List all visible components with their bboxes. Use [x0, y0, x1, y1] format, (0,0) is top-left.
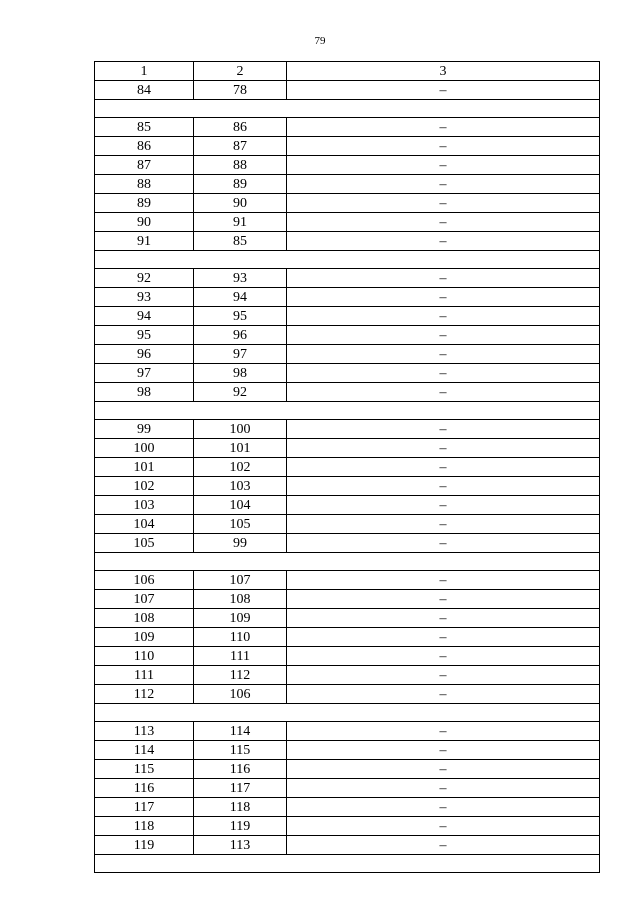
cell-col-1: 86: [95, 137, 194, 156]
cell-col-1: 114: [95, 741, 194, 760]
cell-col-1: 102: [95, 477, 194, 496]
cell-col-1: 107: [95, 590, 194, 609]
cell-col-1: 98: [95, 383, 194, 402]
group-separator-row: [95, 402, 600, 420]
cell-col-1: 119: [95, 836, 194, 855]
cell-col-3: –: [287, 118, 600, 137]
cell-col-3: –: [287, 288, 600, 307]
cell-col-3: –: [287, 137, 600, 156]
table-row: [95, 515, 600, 534]
table-row: [95, 779, 600, 798]
cell-col-1: 95: [95, 326, 194, 345]
table-row: [95, 741, 600, 760]
cell-col-2: 87: [194, 137, 287, 156]
table-body: [95, 62, 600, 873]
cell-col-1: 84: [95, 81, 194, 100]
group-separator-row: [95, 251, 600, 269]
separator-cell: [95, 704, 600, 722]
separator-cell: [95, 100, 600, 118]
cell-col-2: 92: [194, 383, 287, 402]
table-row: [95, 364, 600, 383]
cell-col-3: –: [287, 439, 600, 458]
cell-col-3: –: [287, 420, 600, 439]
cell-col-3: –: [287, 515, 600, 534]
table-row: [95, 666, 600, 685]
cell-col-2: 88: [194, 156, 287, 175]
table-row: [95, 685, 600, 704]
cell-col-3: –: [287, 383, 600, 402]
cell-col-2: 114: [194, 722, 287, 741]
cell-col-3: –: [287, 628, 600, 647]
cell-col-3: –: [287, 534, 600, 553]
cell-col-2: 93: [194, 269, 287, 288]
table-row: [95, 232, 600, 251]
cell-col-1: 106: [95, 571, 194, 590]
cell-col-3: –: [287, 609, 600, 628]
table-row: [95, 81, 600, 100]
table-row: [95, 817, 600, 836]
cell-col-3: –: [287, 458, 600, 477]
table-row: [95, 836, 600, 855]
cell-col-1: 88: [95, 175, 194, 194]
cell-col-3: –: [287, 175, 600, 194]
cell-col-3: –: [287, 741, 600, 760]
table-row: [95, 609, 600, 628]
table-row: [95, 194, 600, 213]
cell-col-1: 110: [95, 647, 194, 666]
cell-col-3: –: [287, 194, 600, 213]
cell-col-1: 112: [95, 685, 194, 704]
cell-col-2: 97: [194, 345, 287, 364]
table-row: [95, 534, 600, 553]
cell-col-2: 118: [194, 798, 287, 817]
cell-col-3: –: [287, 647, 600, 666]
group-separator-row: [95, 553, 600, 571]
table-row: [95, 571, 600, 590]
cell-col-2: 112: [194, 666, 287, 685]
table-row: [95, 137, 600, 156]
cell-col-1: 96: [95, 345, 194, 364]
table-row: [95, 118, 600, 137]
table-row: [95, 477, 600, 496]
cell-col-2: 99: [194, 534, 287, 553]
cell-col-1: 100: [95, 439, 194, 458]
cell-col-3: –: [287, 307, 600, 326]
cell-col-3: –: [287, 779, 600, 798]
cell-col-3: –: [287, 760, 600, 779]
cell-col-2: 103: [194, 477, 287, 496]
header-cell-2: 2: [194, 62, 287, 81]
cell-col-3: –: [287, 213, 600, 232]
separator-cell: [95, 402, 600, 420]
page-number: 79: [314, 35, 326, 47]
cell-col-2: 98: [194, 364, 287, 383]
cell-col-1: 115: [95, 760, 194, 779]
cell-col-1: 108: [95, 609, 194, 628]
cell-col-1: 111: [95, 666, 194, 685]
cell-col-2: 96: [194, 326, 287, 345]
cell-col-2: 117: [194, 779, 287, 798]
cell-col-1: 116: [95, 779, 194, 798]
cell-col-1: 87: [95, 156, 194, 175]
cell-col-3: –: [287, 232, 600, 251]
table-row: [95, 647, 600, 666]
cell-col-3: –: [287, 571, 600, 590]
cell-col-2: 102: [194, 458, 287, 477]
cell-col-2: 107: [194, 571, 287, 590]
table-row: [95, 590, 600, 609]
cell-col-2: 110: [194, 628, 287, 647]
table-row: [95, 383, 600, 402]
cell-col-3: –: [287, 666, 600, 685]
group-separator-row: [95, 855, 600, 873]
cell-col-3: –: [287, 477, 600, 496]
cell-col-1: 99: [95, 420, 194, 439]
cell-col-1: 117: [95, 798, 194, 817]
cell-col-2: 78: [194, 81, 287, 100]
cell-col-2: 94: [194, 288, 287, 307]
table-row: [95, 175, 600, 194]
table-row: [95, 288, 600, 307]
cell-col-1: 85: [95, 118, 194, 137]
cell-col-3: –: [287, 722, 600, 741]
cell-col-3: –: [287, 798, 600, 817]
cell-col-2: 113: [194, 836, 287, 855]
cell-col-1: 97: [95, 364, 194, 383]
cell-col-2: 109: [194, 609, 287, 628]
table-row: [95, 439, 600, 458]
cell-col-2: 106: [194, 685, 287, 704]
cell-col-2: 95: [194, 307, 287, 326]
cell-col-3: –: [287, 81, 600, 100]
group-separator-row: [95, 704, 600, 722]
separator-cell: [95, 855, 600, 873]
table-row: [95, 156, 600, 175]
cell-col-3: –: [287, 836, 600, 855]
table-row: [95, 345, 600, 364]
cell-col-1: 90: [95, 213, 194, 232]
table-row: [95, 496, 600, 515]
cell-col-3: –: [287, 364, 600, 383]
cell-col-2: 116: [194, 760, 287, 779]
table-row: [95, 760, 600, 779]
separator-cell: [95, 251, 600, 269]
cell-col-3: –: [287, 685, 600, 704]
header-cell-3: 3: [287, 62, 600, 81]
cell-col-2: 104: [194, 496, 287, 515]
table-row: [95, 458, 600, 477]
cell-col-1: 109: [95, 628, 194, 647]
cell-col-2: 86: [194, 118, 287, 137]
cell-col-1: 113: [95, 722, 194, 741]
cell-col-2: 85: [194, 232, 287, 251]
table-row: [95, 307, 600, 326]
cell-col-3: –: [287, 156, 600, 175]
cell-col-2: 105: [194, 515, 287, 534]
group-separator-row: [95, 100, 600, 118]
cell-col-3: –: [287, 326, 600, 345]
cell-col-1: 118: [95, 817, 194, 836]
cell-col-2: 119: [194, 817, 287, 836]
table-row: [95, 722, 600, 741]
cell-col-3: –: [287, 590, 600, 609]
cell-col-2: 101: [194, 439, 287, 458]
cell-col-3: –: [287, 817, 600, 836]
cell-col-3: –: [287, 496, 600, 515]
separator-cell: [95, 553, 600, 571]
data-table: [94, 61, 600, 873]
header-row: [95, 62, 600, 81]
cell-col-1: 92: [95, 269, 194, 288]
table-row: [95, 269, 600, 288]
cell-col-3: –: [287, 345, 600, 364]
cell-col-2: 91: [194, 213, 287, 232]
header-cell-1: 1: [95, 62, 194, 81]
cell-col-2: 108: [194, 590, 287, 609]
table-row: [95, 798, 600, 817]
table-row: [95, 213, 600, 232]
cell-col-1: 91: [95, 232, 194, 251]
cell-col-3: –: [287, 269, 600, 288]
cell-col-2: 90: [194, 194, 287, 213]
cell-col-2: 100: [194, 420, 287, 439]
cell-col-1: 103: [95, 496, 194, 515]
cell-col-1: 101: [95, 458, 194, 477]
cell-col-2: 115: [194, 741, 287, 760]
table-row: [95, 420, 600, 439]
cell-col-2: 89: [194, 175, 287, 194]
cell-col-1: 93: [95, 288, 194, 307]
cell-col-1: 89: [95, 194, 194, 213]
cell-col-1: 94: [95, 307, 194, 326]
table-row: [95, 628, 600, 647]
cell-col-1: 105: [95, 534, 194, 553]
cell-col-1: 104: [95, 515, 194, 534]
table-row: [95, 326, 600, 345]
cell-col-2: 111: [194, 647, 287, 666]
